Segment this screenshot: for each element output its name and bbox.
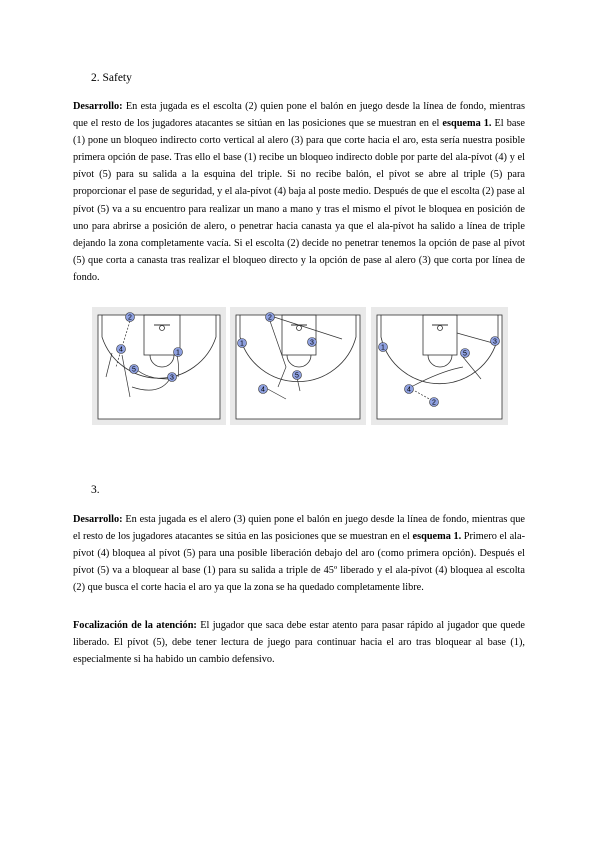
player-number: 4	[407, 386, 411, 394]
desarrollo-label: Desarrollo:	[73, 514, 123, 525]
desarrollo-text-a: En esta jugada es el escolta (2) quien pone el balón en juego desde la línea de fondo, mientras que el resto de los jugadores atacantes se sitúan en las posiciones que se muestran en el	[73, 101, 525, 130]
player-number: 2	[268, 314, 272, 322]
player-number: 5	[295, 372, 299, 380]
desarrollo-label: Desarrollo:	[73, 101, 123, 112]
player-number: 1	[381, 344, 385, 352]
focalizacion-text: El jugador que saca debe estar atento para pasar rápido al jugador que quede liberado. El pívot (5), debe tener lectura de juego para continuar hacia el aro tras bloquear al base (1), especialmente si ha habido un cambio defensivo.	[73, 620, 525, 666]
play-diagram-1	[92, 307, 226, 425]
player-number: 4	[261, 386, 265, 394]
section-3-heading: 3.	[91, 484, 100, 496]
section-2-desarrollo-paragraph	[73, 98, 525, 286]
esquema-label: esquema 1.	[442, 118, 492, 130]
desarrollo-text-b: Primero el ala-pívot (4) bloquea al pívot (5) para una posible liberación debajo del aro (como primera opción). Después el pívot (5) va a bloquear al base (1) para su salida a triple de 45º liberado y el ala-pívot (4) bloquea al escolta (2) que busca el corte hacia el aro ya que la zona se ha quedado completamente libre.	[73, 531, 526, 594]
player-number: 2	[432, 399, 436, 407]
focalizacion-label: Focalización de la atención:	[73, 620, 197, 631]
desarrollo-text-b: El base (1) pone un bloqueo indirecto corto vertical al alero (3) para que corte hacia el aro, esta sería nuestra posible primera opción de pase. Tras ello el base (1) recibe un bloqueo indirecto doble por parte del ala-pívot (4) y el pívot (5) para su salida a la esquina del triple. Si no recibe balón, el pívot se abre al triple (5) para proporcionar el pase de seguridad, y el ala-pívot (4) baja al poste medio. Después de que el escolta (2) pase al pívot (5) va a su encuentro para realizar un mano a mano y tras el mismo el pívot le bloquea en posición de uno para abrirse a posición de alero, o penetrar hacia canasta ya que el ala-pívot ha salido a línea de triple dejando la zona completamente vacía. Si el escolta (2) decide no penetrar tenemos la opción de pase al pívot (5) que corta a canasta tras realizar el bloqueo directo y la opción de pase al alero (3) que corta por línea de fondo.	[73, 118, 525, 283]
desarrollo-text-a: En esta jugada es el alero (3) quien pone el balón en juego desde la línea de fondo, mientras que el resto de los jugadores atacantes se sitúa en las posiciones que se muestran en el	[73, 514, 525, 543]
player-number: 5	[463, 350, 467, 358]
play-diagram-3	[371, 307, 508, 425]
player-number: 4	[119, 346, 123, 354]
player-number: 5	[132, 366, 136, 374]
section-2-heading: 2. Safety	[91, 72, 132, 84]
player-number: 3	[493, 338, 497, 346]
player-number: 3	[170, 374, 174, 382]
esquema-label: esquema 1.	[412, 531, 462, 543]
section-3-desarrollo-paragraph	[73, 511, 525, 596]
player-number: 1	[240, 340, 244, 348]
player-number: 2	[128, 314, 132, 322]
play-diagram-2	[230, 307, 366, 425]
player-number: 1	[176, 349, 180, 357]
section-3-focalizacion-paragraph	[73, 617, 525, 668]
player-number: 3	[310, 339, 314, 347]
